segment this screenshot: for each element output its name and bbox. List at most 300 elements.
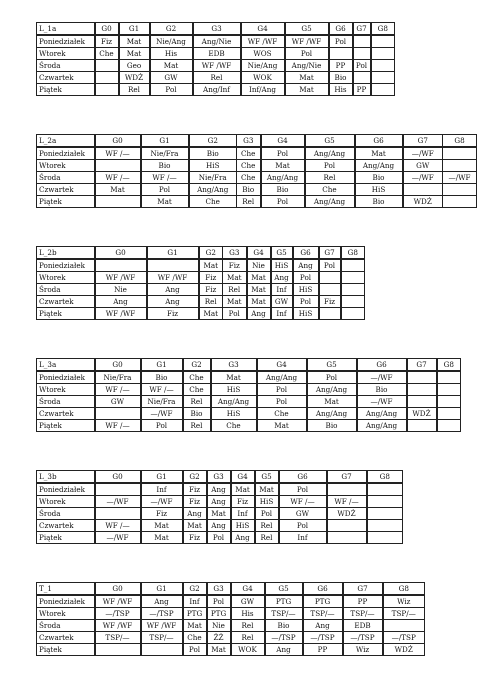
timetable-l-1a — [36, 22, 395, 96]
lesson-cell: Mat — [211, 371, 257, 384]
lesson-cell: HiS — [293, 308, 319, 320]
lesson-cell — [371, 84, 395, 96]
lesson-cell: Pol — [257, 384, 307, 396]
lesson-cell: Pol — [255, 508, 279, 520]
lesson-cell — [319, 308, 341, 320]
lesson-cell: HiS — [293, 284, 319, 296]
lesson-cell: Rel — [231, 620, 265, 632]
day-row — [37, 60, 395, 72]
group-header: G4 — [231, 471, 255, 484]
lesson-cell: WOK — [241, 72, 285, 84]
day-label: Wtorek — [37, 496, 95, 508]
group-header: G1 — [141, 359, 183, 372]
lesson-cell: Ang/Ang — [307, 408, 357, 420]
group-header: G1 — [141, 583, 183, 596]
lesson-cell: Fiz — [183, 483, 207, 496]
group-header: G5 — [285, 23, 329, 36]
class-name: L_3a — [37, 359, 95, 372]
lesson-cell: Mat — [199, 259, 223, 272]
lesson-cell: —/TSP — [383, 632, 425, 644]
group-header: G6 — [279, 471, 327, 484]
group-header: G3 — [207, 471, 231, 484]
lesson-cell: Ang/Ang — [189, 184, 237, 196]
lesson-cell: Mat — [141, 520, 183, 532]
lesson-cell: Che — [183, 632, 207, 644]
lesson-cell: Fiz — [183, 532, 207, 544]
lesson-cell: Bio — [307, 420, 357, 432]
lesson-cell: Che — [183, 384, 211, 396]
lesson-cell: WF /WF — [147, 272, 199, 284]
lesson-cell: Mat — [231, 483, 255, 496]
lesson-cell: Bio — [355, 172, 403, 184]
lesson-cell: Rel — [231, 632, 265, 644]
group-header: G1 — [147, 247, 199, 260]
group-header: G6 — [357, 359, 407, 372]
group-header: G0 — [95, 23, 119, 36]
day-label: Piątek — [37, 196, 95, 208]
lesson-cell: Ang — [271, 272, 293, 284]
lesson-cell: Ang/Ang — [307, 384, 357, 396]
lesson-cell: TSP/— — [95, 632, 141, 644]
group-header: G5 — [305, 135, 355, 148]
lesson-cell: Mat — [141, 532, 183, 544]
lesson-cell — [367, 532, 403, 544]
lesson-cell: Pol — [279, 483, 327, 496]
lesson-cell: TSP/— — [141, 632, 183, 644]
lesson-cell — [403, 184, 443, 196]
lesson-cell — [407, 384, 437, 396]
lesson-cell: Fiz — [319, 296, 341, 308]
lesson-cell: GW — [271, 296, 293, 308]
lesson-cell: His — [329, 84, 353, 96]
lesson-cell — [371, 35, 395, 48]
day-label: Poniedziałek — [37, 35, 95, 48]
lesson-cell — [95, 508, 141, 520]
lesson-cell: GW — [231, 595, 265, 608]
group-header: G1 — [141, 471, 183, 484]
lesson-cell: PP — [329, 60, 353, 72]
lesson-cell: WF /— — [327, 496, 367, 508]
day-label: Poniedziałek — [37, 595, 95, 608]
class-name: L_1a — [37, 23, 95, 36]
lesson-cell — [95, 60, 119, 72]
group-header: G3 — [207, 583, 231, 596]
lesson-cell: WDŻ — [403, 196, 443, 208]
lesson-cell: Bio — [329, 72, 353, 84]
group-header: G3 — [223, 247, 247, 260]
lesson-cell: PTG — [183, 608, 207, 620]
lesson-cell: Pol — [141, 184, 189, 196]
lesson-cell: Mat — [223, 296, 247, 308]
day-label: Czwartek — [37, 408, 95, 420]
lesson-cell: Ang/Inf — [193, 84, 241, 96]
day-row — [37, 272, 365, 284]
lesson-cell: —/TSP — [141, 608, 183, 620]
lesson-cell: Bio — [183, 408, 211, 420]
group-header: G3 — [211, 359, 257, 372]
lesson-cell: Ang/Ang — [355, 160, 403, 172]
lesson-cell: Pol — [293, 296, 319, 308]
lesson-cell: WOS — [241, 48, 285, 60]
lesson-cell: Ang — [183, 508, 207, 520]
class-name: L_2a — [37, 135, 95, 148]
lesson-cell — [371, 60, 395, 72]
lesson-cell: Rel — [237, 196, 261, 208]
lesson-cell: Ang/Ang — [305, 147, 355, 160]
lesson-cell: Nie/Fra — [141, 396, 183, 408]
lesson-cell: TSP/— — [303, 608, 343, 620]
group-header: G1 — [119, 23, 150, 36]
lesson-cell: Ang — [147, 296, 199, 308]
group-header: G0 — [95, 359, 141, 372]
group-header: G7 — [353, 23, 371, 36]
lesson-cell — [95, 408, 141, 420]
lesson-cell: —/WF — [403, 172, 443, 184]
lesson-cell — [443, 147, 477, 160]
lesson-cell — [95, 84, 119, 96]
lesson-cell: Fiz — [199, 284, 223, 296]
lesson-cell: Wiz — [343, 644, 383, 656]
lesson-cell — [443, 160, 477, 172]
lesson-cell: EDB — [343, 620, 383, 632]
lesson-cell: TSP/— — [343, 608, 383, 620]
lesson-cell: Wiz — [383, 595, 425, 608]
group-header: G8 — [367, 471, 403, 484]
lesson-cell: Rel — [183, 420, 211, 432]
lesson-cell: Che — [95, 48, 119, 60]
lesson-cell: —/TSP — [343, 632, 383, 644]
timetable-l-3a — [36, 358, 461, 432]
lesson-cell: Mat — [183, 520, 207, 532]
lesson-cell: EDB — [193, 48, 241, 60]
lesson-cell: Che — [237, 172, 261, 184]
lesson-cell: Pol — [207, 595, 231, 608]
lesson-cell: Rel — [255, 532, 279, 544]
lesson-cell — [147, 259, 199, 272]
lesson-cell: Mat — [285, 72, 329, 84]
day-row — [37, 620, 425, 632]
lesson-cell: Nie/Fra — [189, 172, 237, 184]
lesson-cell — [443, 184, 477, 196]
lesson-cell: Mat — [183, 620, 207, 632]
day-row — [37, 644, 425, 656]
group-header: G7 — [407, 359, 437, 372]
timetable-l-2b — [36, 246, 365, 320]
lesson-cell: Mat — [207, 644, 231, 656]
group-header: G7 — [319, 247, 341, 260]
class-name: L_2b — [37, 247, 95, 260]
lesson-cell — [371, 72, 395, 84]
lesson-cell — [327, 520, 367, 532]
group-header: G4 — [257, 359, 307, 372]
lesson-cell: Nie/Ang — [241, 60, 285, 72]
lesson-cell: HiS — [211, 408, 257, 420]
lesson-cell: Bio — [357, 384, 407, 396]
lesson-cell: Inf — [183, 595, 207, 608]
lesson-cell: GW — [150, 72, 193, 84]
lesson-cell: Mat — [285, 84, 329, 96]
lesson-cell: WF /— — [95, 384, 141, 396]
lesson-cell: PTG — [303, 595, 343, 608]
lesson-cell: WF /WF — [95, 272, 147, 284]
lesson-cell: Inf/Ang — [241, 84, 285, 96]
lesson-cell: Bio — [189, 147, 237, 160]
lesson-cell: Mat — [150, 60, 193, 72]
lesson-cell: Mat — [207, 508, 231, 520]
lesson-cell: Ang — [141, 595, 183, 608]
group-header: G7 — [403, 135, 443, 148]
lesson-cell — [353, 35, 371, 48]
day-row — [37, 172, 477, 184]
timetable-t-1 — [36, 582, 425, 656]
lesson-cell: —/TSP — [303, 632, 343, 644]
group-header: G6 — [293, 247, 319, 260]
group-header: G4 — [231, 583, 265, 596]
lesson-cell: WF /WF — [95, 595, 141, 608]
day-row — [37, 184, 477, 196]
day-label: Piątek — [37, 420, 95, 432]
lesson-cell: GW — [95, 396, 141, 408]
lesson-cell: Mat — [261, 160, 305, 172]
lesson-cell — [353, 48, 371, 60]
group-header: G2 — [183, 359, 211, 372]
group-header: G2 — [150, 23, 193, 36]
lesson-cell: Mat — [119, 35, 150, 48]
lesson-cell — [95, 259, 147, 272]
lesson-cell: WF /— — [141, 384, 183, 396]
group-header: G7 — [343, 583, 383, 596]
lesson-cell — [319, 272, 341, 284]
lesson-cell: Rel — [199, 296, 223, 308]
day-label: Poniedziałek — [37, 483, 95, 496]
lesson-cell: Pol — [293, 272, 319, 284]
day-label: Środa — [37, 620, 95, 632]
lesson-cell — [443, 196, 477, 208]
lesson-cell: Ang/Ang — [257, 371, 307, 384]
lesson-cell: Pol — [353, 60, 371, 72]
lesson-cell: —/TSP — [265, 632, 303, 644]
group-header: G1 — [141, 135, 189, 148]
lesson-cell: WF /— — [95, 147, 141, 160]
day-row — [37, 532, 403, 544]
lesson-cell: Bio — [141, 371, 183, 384]
lesson-cell: WF /WF — [193, 60, 241, 72]
group-header: G8 — [437, 359, 461, 372]
lesson-cell: Ang/Nie — [285, 60, 329, 72]
day-row — [37, 608, 425, 620]
day-label: Środa — [37, 60, 95, 72]
lesson-cell: Nie — [247, 259, 271, 272]
lesson-cell: PTG — [207, 608, 231, 620]
day-row — [37, 308, 365, 320]
day-label: Środa — [37, 396, 95, 408]
day-row — [37, 595, 425, 608]
day-label: Czwartek — [37, 520, 95, 532]
day-label: Czwartek — [37, 296, 95, 308]
lesson-cell: —/WF — [141, 496, 183, 508]
lesson-cell: Mat — [255, 483, 279, 496]
day-label: Piątek — [37, 84, 95, 96]
lesson-cell: HiS — [189, 160, 237, 172]
day-row — [37, 371, 461, 384]
lesson-cell: —/TSP — [95, 608, 141, 620]
lesson-cell: His — [231, 608, 265, 620]
group-header: G4 — [261, 135, 305, 148]
lesson-cell: GW — [403, 160, 443, 172]
lesson-cell: Pol — [207, 532, 231, 544]
lesson-cell: Pol — [261, 196, 305, 208]
group-header: G5 — [307, 359, 357, 372]
lesson-cell — [407, 371, 437, 384]
group-header: G5 — [265, 583, 303, 596]
lesson-cell: Inf — [141, 483, 183, 496]
lesson-cell — [367, 520, 403, 532]
day-label: Środa — [37, 284, 95, 296]
lesson-cell: Pol — [257, 396, 307, 408]
lesson-cell: ŻŻ — [207, 632, 231, 644]
lesson-cell: WF /WF — [95, 620, 141, 632]
day-label: Środa — [37, 508, 95, 520]
group-header: G2 — [183, 583, 207, 596]
day-row — [37, 160, 477, 172]
lesson-cell: WF /WF — [141, 620, 183, 632]
lesson-cell: WF /— — [95, 420, 141, 432]
lesson-cell: Ang/Ang — [305, 196, 355, 208]
lesson-cell — [95, 483, 141, 496]
lesson-cell: Mat — [355, 147, 403, 160]
lesson-cell: Nie/Ang — [150, 35, 193, 48]
lesson-cell: PP — [303, 644, 343, 656]
lesson-cell: Pol — [305, 160, 355, 172]
lesson-cell: HiS — [231, 520, 255, 532]
lesson-cell: Mat — [247, 296, 271, 308]
group-header: G8 — [383, 583, 425, 596]
lesson-cell: Pol — [141, 420, 183, 432]
lesson-cell: WF /WF — [241, 35, 285, 48]
group-header: G3 — [237, 135, 261, 148]
lesson-cell: Pol — [307, 371, 357, 384]
lesson-cell: Fiz — [199, 272, 223, 284]
group-header: G4 — [241, 23, 285, 36]
day-row — [37, 496, 403, 508]
day-label: Czwartek — [37, 72, 95, 84]
group-header: G6 — [303, 583, 343, 596]
lesson-cell: Mat — [199, 308, 223, 320]
lesson-cell — [95, 644, 141, 656]
day-label: Czwartek — [37, 632, 95, 644]
day-row — [37, 72, 395, 84]
lesson-cell: Ang — [207, 520, 231, 532]
lesson-cell — [437, 396, 461, 408]
lesson-cell: Pol — [261, 147, 305, 160]
lesson-cell — [341, 259, 365, 272]
group-header: G5 — [271, 247, 293, 260]
day-row — [37, 296, 365, 308]
lesson-cell: Ang — [207, 496, 231, 508]
lesson-cell: GW — [279, 508, 327, 520]
day-label: Poniedziałek — [37, 259, 95, 272]
lesson-cell: WF /— — [141, 172, 189, 184]
day-row — [37, 196, 477, 208]
lesson-cell: Rel — [305, 172, 355, 184]
group-header: G4 — [247, 247, 271, 260]
lesson-cell: Che — [257, 408, 307, 420]
lesson-cell — [407, 396, 437, 408]
lesson-cell — [95, 196, 141, 208]
lesson-cell: —/WF — [443, 172, 477, 184]
lesson-cell: Pol — [183, 644, 207, 656]
day-row — [37, 384, 461, 396]
lesson-cell — [367, 483, 403, 496]
lesson-cell — [367, 508, 403, 520]
lesson-cell: WDŻ — [383, 644, 425, 656]
lesson-cell — [437, 371, 461, 384]
lesson-cell — [341, 284, 365, 296]
lesson-cell — [95, 72, 119, 84]
group-header: G6 — [329, 23, 353, 36]
lesson-cell — [141, 644, 183, 656]
lesson-cell — [95, 160, 141, 172]
lesson-cell: Rel — [193, 72, 241, 84]
lesson-cell: Ang — [147, 284, 199, 296]
lesson-cell: —/WF — [95, 496, 141, 508]
lesson-cell: Che — [211, 420, 257, 432]
lesson-cell — [353, 72, 371, 84]
group-header: G2 — [183, 471, 207, 484]
lesson-cell: Rel — [223, 284, 247, 296]
lesson-cell: Nie — [95, 284, 147, 296]
timetable-l-3b — [36, 470, 403, 544]
day-label: Środa — [37, 172, 95, 184]
lesson-cell: Che — [305, 184, 355, 196]
lesson-cell: Bio — [237, 184, 261, 196]
lesson-cell: Che — [189, 196, 237, 208]
lesson-cell: Inf — [271, 308, 293, 320]
lesson-cell: Geo — [119, 60, 150, 72]
group-header: G3 — [193, 23, 241, 36]
lesson-cell: —/WF — [357, 396, 407, 408]
day-row — [37, 396, 461, 408]
lesson-cell: Ang/Nie — [193, 35, 241, 48]
day-row — [37, 520, 403, 532]
lesson-cell: HiS — [355, 184, 403, 196]
lesson-cell: WDŻ — [407, 408, 437, 420]
lesson-cell: —/WF — [95, 532, 141, 544]
day-row — [37, 147, 477, 160]
lesson-cell: Inf — [279, 532, 327, 544]
lesson-cell: Ang — [247, 308, 271, 320]
lesson-cell: Ang — [95, 296, 147, 308]
lesson-cell — [383, 620, 425, 632]
lesson-cell: Rel — [119, 84, 150, 96]
day-label: Wtorek — [37, 608, 95, 620]
lesson-cell: Bio — [265, 620, 303, 632]
lesson-cell: Nie/Fra — [141, 147, 189, 160]
lesson-cell: Ang/Ang — [357, 408, 407, 420]
day-row — [37, 408, 461, 420]
lesson-cell — [407, 420, 437, 432]
day-label: Piątek — [37, 644, 95, 656]
lesson-cell: Pol — [279, 520, 327, 532]
group-header: G7 — [327, 471, 367, 484]
day-row — [37, 508, 403, 520]
lesson-cell — [327, 483, 367, 496]
day-label: Poniedziałek — [37, 147, 95, 160]
day-label: Wtorek — [37, 384, 95, 396]
lesson-cell: Che — [237, 147, 261, 160]
lesson-cell: Fiz — [147, 308, 199, 320]
group-header: G0 — [95, 471, 141, 484]
